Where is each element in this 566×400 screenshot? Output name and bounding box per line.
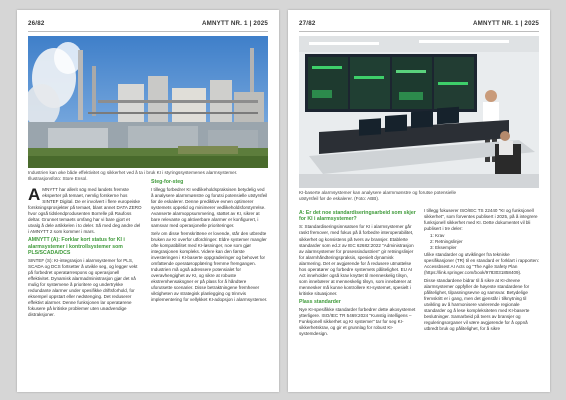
right-column-2 [424, 208, 540, 333]
list-item: 2: Retningslinjer [430, 239, 463, 245]
photo-caption: KI-baserte alarmsystemer kan analysere alarmmønstre og forutse potensielle utstyrsfeil før de eskalerer. (Foto: ABB). [299, 190, 457, 201]
intro-paragraph [28, 187, 142, 235]
drop-cap: A [28, 185, 41, 204]
section-heading: Plass standarder [299, 298, 341, 305]
industrial-plant-photo [28, 36, 268, 168]
header-rule [299, 31, 539, 32]
parts-list [424, 233, 540, 251]
control-room-photo [299, 36, 539, 188]
right-page [288, 10, 550, 392]
answer-paragraph: SINTEF (S): KI-integrasjon i alarmsystemer for PLS, SCADA og DCS fortsetter å utvikle seg, og legger vekt på forbedret operatørrespons og operasjonell effektivitet. Dynamisk alarmadministrasjon gjør det nå mulig for systemene å prioritere og undertrykke redundante alarmer under spesifikke driftsforhold, for eksempel oppstart eller nedstenging. Det reduserer effektivt alarmer. Denne funksjonen lar operatørene fokusere på kritiske problemer uten unødvendige distraksjoner. [28, 257, 138, 318]
magazine-issue: AMNYTT NR. 1 | 2025 [472, 20, 539, 27]
right-column-1 [299, 208, 416, 338]
page-number: 26/82 [28, 20, 45, 27]
body-paragraph: Ulike standarder og utviklinger fra tekniske spesifikasjoner (TR) til en standard er forklart i rapporten: Accessbsest AI Acts og "The Agile Safety Plan (https://link.springer.com/book/9783031858409). [424, 252, 539, 276]
left-page [17, 10, 279, 392]
photo-caption: Industrien kan øke både effektivitet og sikkerhet ved å ta i bruk KI i styringssystemenes alarmsystemer. Illustrasjonsfoto: Store Ensol. [28, 170, 238, 181]
header-rule [28, 31, 268, 32]
body-paragraph: Disse standardene bidrar til å sikre at KI-drevne alarmsystemer oppfyller de høyeste standardene for pålitelighet, tilpasningsevne og samsvar. Betydelige fremskritt er i gang, men det gjenstår i tilknytning til utvikling av å harmonisere varierende regionale standarder og å lese kompleksiteten med KI-baserte beslutninger. Samarbeid på tvers av bransjer og reguleringsorganer vil være avgjørende for å oppnå utbredt bruk og pålitelighet, for å sikre [424, 277, 530, 331]
magazine-issue: AMNYTT NR. 1 | 2025 [201, 20, 268, 27]
section-heading: Steg-for-steg [151, 179, 184, 185]
body-paragraph: Selv om disse fremskrittene er lovende, står den utbredte bruken av KI overfor utfordringer. Eldre systemer mangler ofte kompatibilitet med KI-løsninger, noe som gjør integrasjonen kompleks. Videre kan den første investeringen i KI-baserte oppgraderinger og behovet for omfattende operatøropplæring fremme fremgangen. Industrien må også adressere potensialet for overavhengighet av KI, og sikre at robuste ekstremhensaksgner er på plass for å håndtere uforutsette scenarier. Disse betraktningene fremhever viktigheten av strategisk planlegging og trinnvis implementering for vellykket KI-adopsjon i alarmsystemer. [151, 230, 268, 303]
body-paragraph: I tillegg forbedrer KI vedlikeholdspraksisen betydelig ved å analysere alarmmønstre og forutsi potensielle utstyrsfeil før de eskalerer. Denne prediktive evnen optimerer systemets oppetid og minimerer vedlikeholdsforstyrrelse. Avanserte alarmoppsummering, støttet av KI, sikrer at bare relevante og aktiverbare alarmer er konfigurert, i samsvar med operasjonelle prioriteringer. [151, 187, 268, 229]
page-header [299, 18, 539, 30]
list-item: 3: Eksempler [430, 245, 457, 251]
body-paragraph: I tillegg fokuserer ISO/IEC TS 22440 "KI og funksjonell sikkerhet", som forventes publisert i 2025, på å integrere funksjonell sikkerhet med KI. Dette dokumentet vil bli publisert i tre deler: [424, 208, 538, 232]
question-heading: A: Er det noe standardiseringsarbeid som skjer for KI i alarmsystemer? [299, 210, 416, 223]
left-column-2 [151, 177, 268, 304]
left-column-1 [28, 187, 142, 319]
question-heading: AMNYTT (A): Forklar kort status for KI i alarmsystemer i kontrollsystemer som PLS/SCADA/DCS [28, 237, 125, 256]
list-item: 1: Krav [430, 233, 445, 239]
intro-text: MNYTT har allerit sög med landets fremste eksperter på temaet, nemlig forskerne hos SINTEF Digital. De er involvert i flere europeiske forskningsprosjekter på temaet, blant annet DATA ZERO hvor også tidslendprodusenten Borrelle på Raufoss deltar. Grunnet temaets omfang har vi bare gjort et utvalg å dele artikkelen i to deler. Så med deg andre del i AMNYTT 2 som kommer i mars. [28, 187, 142, 235]
page-header [28, 18, 268, 30]
answer-paragraph: S: Standardiseringsinnsatsen for KI i alarmsystemer går raskt fremover, med fokus på å forbedre interoperabilitet, sikkerhet og konsistens på tvers av bransjer. Etablerte standarder som ed.2 av IEC 62682:2022 "Administrasjon av alarmsystemer for prosessindustrien" gir retningslinjer for alarmhåndteringspraksis, spesielt dynamisk alarmering. Det er avgjørende for å redusere utmattelse hos operatører og forbedre systemets pålitelighet. EU AI Act inneholder også krav knyttet til menneskelig tilsyn, som innebærer at menneskelig tilsyn, som innebærer at mennesker må kunne kontrollere KI-systemet, spesielt i kritiske situasjoner. [299, 224, 414, 296]
body-paragraph: Nye KI-spesifikke standarder forbedrer dette økosystemet ytterligere. ISO/IEC TR 5469:2024 "Kunstig intelligens – Funksjonell sikkerhet og KI systemer" tar for seg KI-sikkerhetskrav, og gir et grunnlag for robust KI-systemdesign. [299, 307, 416, 337]
page-number: 27/82 [299, 20, 316, 27]
